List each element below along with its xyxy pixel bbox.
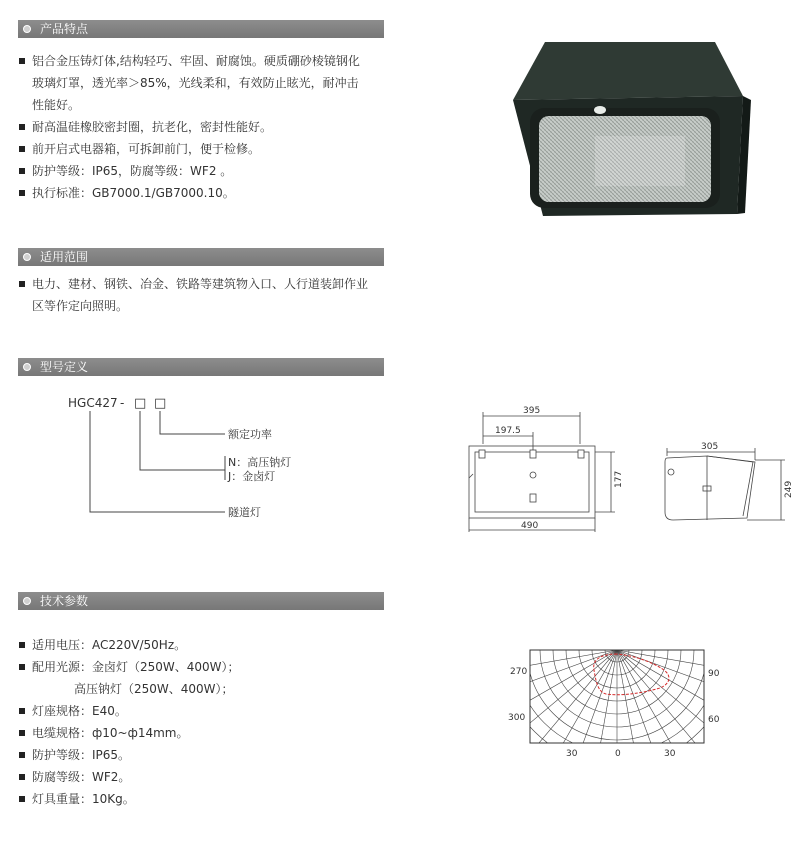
model-box-1: □ xyxy=(134,396,147,411)
polar-label-30-right: 30 xyxy=(664,749,676,759)
model-box-2: □ xyxy=(154,396,167,411)
label-power: 额定功率 xyxy=(228,428,272,441)
section-title-model: 型号定义 xyxy=(40,360,89,374)
list-item: 性能好。 xyxy=(32,98,81,112)
list-item: 执行标准：GB7000.1/GB7000.10。 xyxy=(18,182,390,204)
specs-list xyxy=(18,634,390,810)
section-bar-specs xyxy=(18,592,384,610)
bullet-circle-icon xyxy=(23,253,31,261)
list-item: 灯具重量：10Kg。 xyxy=(18,788,390,810)
polar-distribution-diagram xyxy=(500,646,740,761)
square-bullet-icon xyxy=(19,664,25,670)
polar-label-90: 90 xyxy=(708,669,720,679)
scope-list xyxy=(18,273,390,317)
square-bullet-icon xyxy=(19,168,25,174)
square-bullet-icon xyxy=(19,730,25,736)
dimension-drawing xyxy=(455,402,800,532)
section-title-scope: 适用范围 xyxy=(40,250,89,264)
bullet-circle-icon xyxy=(23,363,31,371)
list-item: 高压钠灯（250W、400W）； xyxy=(74,682,234,696)
section-title-specs: 技术参数 xyxy=(40,594,89,608)
square-bullet-icon xyxy=(19,146,25,152)
list-item: 配用光源：金卤灯（250W、400W）； xyxy=(18,656,390,678)
polar-label-60: 60 xyxy=(708,715,720,725)
label-n: N：高压钠灯 xyxy=(228,456,292,469)
square-bullet-icon xyxy=(19,58,25,64)
square-bullet-icon xyxy=(19,752,25,758)
section-bar-scope xyxy=(18,248,384,266)
section-bar-model xyxy=(18,358,384,376)
dim-249: 249 xyxy=(784,480,794,498)
list-item: 玻璃灯罩，透光率＞85%，光线柔和，有效防止眩光，耐冲击 xyxy=(32,76,359,90)
bullet-circle-icon xyxy=(23,597,31,605)
list-item: 防护等级：IP65。 xyxy=(18,744,390,766)
list-item: 灯座规格：E40。 xyxy=(18,700,390,722)
dim-305: 305 xyxy=(701,442,719,452)
polar-label-0: 0 xyxy=(615,749,621,759)
dim-197-5: 197.5 xyxy=(495,426,521,436)
dim-177: 177 xyxy=(614,470,624,488)
list-item: 铝合金压铸灯体,结构轻巧、牢固、耐腐蚀。硬质硼砂棱镜钢化 xyxy=(18,50,390,72)
list-item: 防护等级：IP65，防腐等级：WF2 。 xyxy=(18,160,390,182)
model-dash: - xyxy=(120,396,125,410)
label-tunnel: 隧道灯 xyxy=(228,506,261,519)
polar-label-270: 270 xyxy=(510,667,528,677)
square-bullet-icon xyxy=(19,708,25,714)
list-item: 电力、建材、钢铁、冶金、铁路等建筑物入口、人行道装卸作业 xyxy=(18,273,390,295)
polar-label-300: 300 xyxy=(508,713,526,723)
label-j: J：金卤灯 xyxy=(228,470,276,483)
list-item: 耐高温硅橡胶密封圈，抗老化，密封性能好。 xyxy=(18,116,390,138)
list-item: 适用电压：AC220V/50Hz。 xyxy=(18,634,390,656)
product-lamp-image xyxy=(505,38,755,223)
dim-490: 490 xyxy=(521,521,539,531)
model-code: HGC427 xyxy=(68,396,118,410)
polar-label-30-left: 30 xyxy=(566,749,578,759)
square-bullet-icon xyxy=(19,190,25,196)
square-bullet-icon xyxy=(19,642,25,648)
list-item: 防腐等级：WF2。 xyxy=(18,766,390,788)
list-item: 前开启式电器箱，可拆卸前门，便于检修。 xyxy=(18,138,390,160)
dim-395: 395 xyxy=(523,406,541,416)
square-bullet-icon xyxy=(19,124,25,130)
bullet-circle-icon xyxy=(23,25,31,33)
list-item: 区等作定向照明。 xyxy=(32,299,129,313)
list-item: 电缆规格：ф10~ф14mm。 xyxy=(18,722,390,744)
square-bullet-icon xyxy=(19,281,25,287)
features-list xyxy=(18,50,390,204)
square-bullet-icon xyxy=(19,774,25,780)
section-bar-features xyxy=(18,20,384,38)
square-bullet-icon xyxy=(19,796,25,802)
section-title-features: 产品特点 xyxy=(40,22,89,36)
model-code-diagram xyxy=(60,390,320,525)
